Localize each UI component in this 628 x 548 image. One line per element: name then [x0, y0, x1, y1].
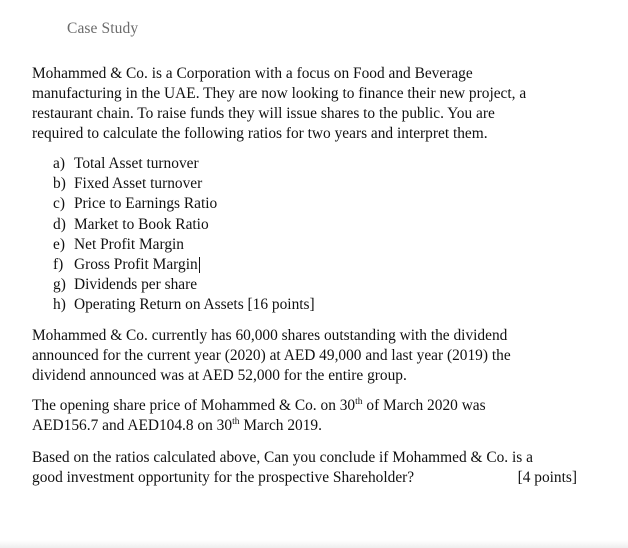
conclusion-paragraph [32, 448, 592, 488]
price-text: AED156.7 and AED104.8 on 30 [32, 416, 233, 434]
shares-paragraph [32, 326, 592, 386]
text-cursor [199, 257, 200, 273]
ratio-text: Net Profit Margin [74, 235, 185, 253]
ratio-item [53, 215, 592, 235]
shares-line: Mohammed & Co. currently has 60,000 shares outstanding with the dividend [32, 326, 508, 344]
price-text: of March 2020 was [362, 396, 486, 414]
ratio-marker: f) [53, 256, 64, 274]
intro-line: restaurant chain. To raise funds they will issue shares to the public. You are [32, 105, 495, 122]
intro-paragraph [32, 64, 592, 144]
conclusion-line: Based on the ratios calculated above, Can you conclude if Mohammed & Co. is a [32, 448, 533, 466]
conclusion-last-line [32, 468, 577, 488]
page-bottom-edge [0, 540, 628, 548]
ratio-marker: a) [53, 155, 65, 173]
ratio-item [53, 194, 592, 214]
price-text: The opening share price of Mohammed & Co. on 30 [32, 396, 356, 414]
price-text: March 2019. [239, 416, 322, 434]
ratio-item [53, 154, 592, 174]
intro-line: Mohammed & Co. is a Corporation with a focus on Food and Beverage [32, 65, 473, 82]
intro-line: manufacturing in the UAE. They are now looking to finance their new project, a [32, 85, 527, 102]
ratio-text: Price to Earnings Ratio [74, 195, 218, 213]
document-body [32, 64, 592, 488]
ratio-text: Operating Return on Assets [16 points] [74, 296, 315, 314]
page-header: Case Study [67, 20, 139, 37]
ratio-marker: h) [53, 296, 66, 314]
ratio-item [53, 275, 592, 295]
ratio-item [53, 295, 592, 315]
shares-line: announced for the current year (2020) at AED 49,000 and last year (2019) the [32, 346, 511, 364]
ratio-item [53, 235, 592, 255]
ratio-marker: c) [53, 195, 65, 213]
ratio-text: Total Asset turnover [74, 155, 199, 173]
shares-line: dividend announced was at AED 52,000 for the entire group. [32, 366, 407, 384]
intro-line: required to calculate the following ratios for two years and interpret them. [32, 125, 488, 142]
share-price-paragraph [32, 396, 592, 436]
ratio-item [53, 255, 592, 275]
ratio-list [32, 154, 592, 316]
points-label: [4 points] [517, 468, 577, 486]
ratio-text: Fixed Asset turnover [74, 175, 203, 193]
ratio-text: Market to Book Ratio [74, 215, 209, 233]
ratio-marker: g) [53, 276, 66, 294]
ratio-text: Dividends per share [74, 276, 198, 294]
conclusion-line: good investment opportunity for the prospective Shareholder? [32, 468, 415, 486]
ratio-marker: e) [53, 235, 65, 253]
ordinal-suffix: th [355, 396, 363, 407]
ratio-marker: d) [53, 215, 66, 233]
ratio-item [53, 174, 592, 194]
ratio-text[interactable]: Gross Profit Margin [74, 256, 198, 274]
ratio-marker: b) [53, 175, 66, 193]
ordinal-suffix: th [232, 416, 240, 427]
